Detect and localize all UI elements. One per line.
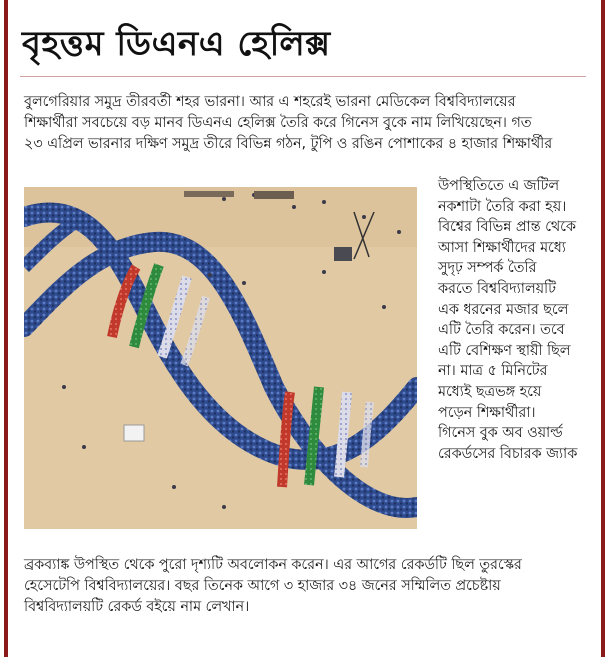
side-column [438,176,598,464]
side-line: বিশ্বের বিভিন্ন প্রান্ত থেকে [438,219,576,236]
side-line: মধ্যেই ছত্রভঙ্গ হয়ে [438,383,542,400]
side-line: নকশাটা তৈরি করা হয়। [438,198,567,215]
title-divider [20,76,586,77]
intro-line: ২৩ এপ্রিল ভারনার দক্ষিণ সমুদ্র তীরে বিভিন্ন গঠন, টুপি ও রঙিন পোশাকের ৪ হাজার শিক্ষার্থীর [24,136,553,152]
side-line: এটি বেশিক্ষণ স্থায়ী ছিল [438,342,571,359]
side-line: সুদৃঢ় সম্পর্ক তৈরি [438,260,537,277]
side-line: আসা শিক্ষার্থীদের মধ্যে [438,239,566,256]
side-line: গিনেস বুক অব ওয়ার্ল্ড [438,425,563,442]
closing-line: ব্রকব্যাঙ্ক উপস্থিত থেকে পুরো দৃশ্যটি অবলোকন করেন। এর আগের রেকর্ডটি ছিল তুরস্কের [24,557,522,573]
side-line: পড়েন শিক্ষার্থীরা। [438,404,536,421]
side-line: এটি তৈরি করেন। তবে [438,322,565,339]
side-line: না। মাত্র ৫ মিনিটের [438,363,548,380]
photo-illustration [24,187,417,529]
closing-line: হেসেটেপি বিশ্ববিদ্যালয়ের। বছর তিনেক আগে ৩ হাজার ৩৪ জনের সম্মিলিত প্রচেষ্টায় [24,578,501,594]
side-line: করতে বিশ্ববিদ্যালয়টি [438,280,556,297]
closing-line: বিশ্ববিদ্যালয়টি রেকর্ড বইয়ে নাম লেখান। [24,599,250,615]
dna-helix-photo [24,187,417,529]
intro-line: বুলগেরিয়ার সমুদ্র তীরবর্তী শহর ভারনা। আর এ শহরেই ভারনা মেডিকেল বিশ্ববিদ্যালয়ের [24,94,516,110]
intro-line: শিক্ষার্থীরা সবচেয়ে বড় মানব ডিএনএ হেলিক্স তৈরি করে গিনেস বুকে নাম লিখিয়েছেন। গত [24,115,532,131]
side-line: উপস্থিতিতে এ জটিল [438,178,559,194]
side-line: রেকর্ডসের বিচারক জ্যাক [438,445,578,462]
side-line: এক ধরনের মজার ছলে [438,301,569,318]
article-title: বৃহত্তম ডিএনএ হেলিক্স [22,24,331,64]
